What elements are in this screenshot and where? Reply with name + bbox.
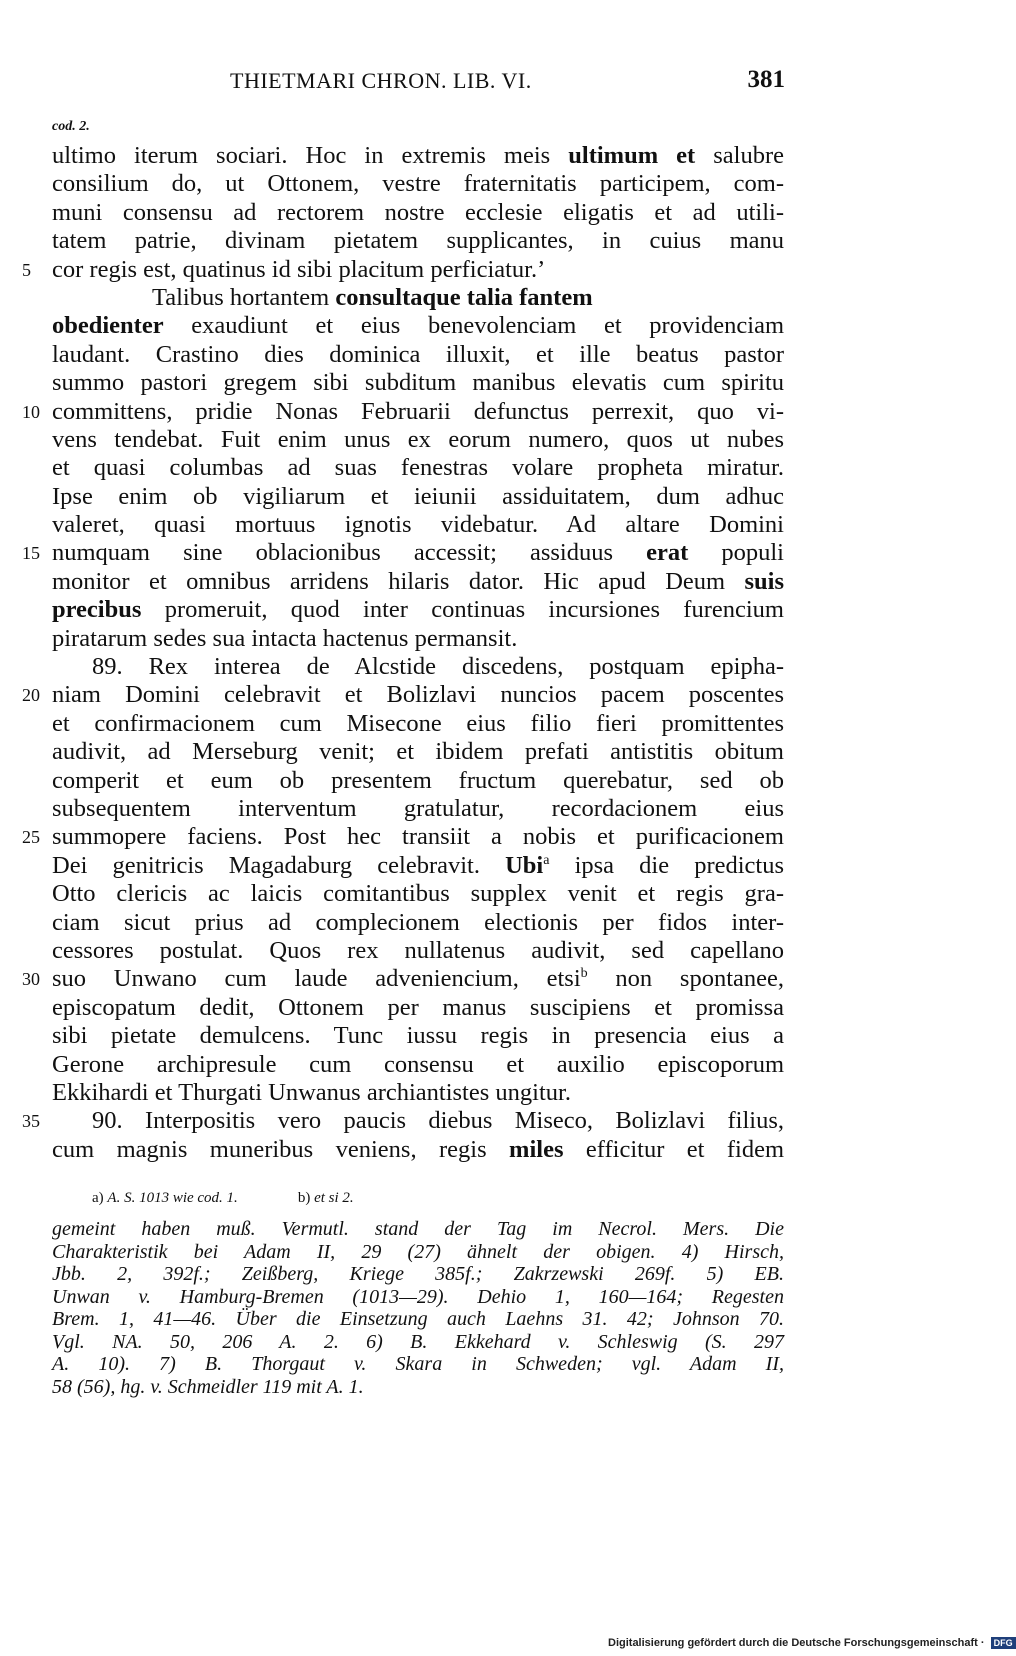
page-number: 381 [747, 66, 785, 93]
critical-apparatus [92, 1190, 414, 1207]
text-segment: exaudiunt et eius benevolenciam et providenciam [163, 312, 784, 340]
text-segment: episcopatum dedit, Ottonem per manus suscipiens et promissa [52, 993, 784, 1021]
footnote-line: 58 (56), hg. v. Schmeidler 119 mit A. 1. [52, 1375, 364, 1398]
apparatus-text: A. S. 1013 wie cod. 1. [107, 1190, 238, 1206]
text-line [52, 994, 784, 1022]
text-segment: efficitur et fidem [563, 1135, 785, 1163]
text-segment: consultaque talia fantem [335, 283, 593, 311]
text-segment: miles [509, 1135, 564, 1163]
text-segment: Ekkihardi et Thurgati Unwanus archiantistes ungitur. [52, 1078, 571, 1106]
text-line [52, 795, 784, 823]
footnote-line: Charakteristik bei Adam II, 29 (27) ähnelt der obigen. 4) Hirsch, [52, 1240, 784, 1263]
text-line [52, 170, 784, 198]
footnote-line: Brem. 1, 41—46. Über die Einsetzung auch Laehns 31. 42; Johnson 70. [52, 1308, 784, 1330]
text-segment: valeret, quasi mortuus ignotis videbatur. Ad altare Domini [52, 511, 784, 539]
line-number: 5 [22, 259, 31, 280]
text-segment: muni consensu ad rectorem nostre ecclesie eligatis et ad utili- [52, 198, 784, 226]
text-segment: salubre [695, 142, 785, 169]
line-number: 35 [22, 1111, 40, 1132]
running-header [230, 68, 785, 100]
text-segment: niam Domini celebravit et Bolizlavi nuncios pacem poscentes [52, 681, 784, 709]
text-line [52, 341, 784, 369]
text-line [22, 1107, 784, 1135]
text-line [52, 369, 784, 397]
line-number: 30 [22, 969, 40, 990]
text-segment: ultimum et [568, 142, 696, 169]
footnote-line: A. 10). 7) B. Thorgaut v. Skara in Schweden; vgl. Adam II, [52, 1353, 784, 1375]
text-segment: Ipse enim ob vigiliarum et ieiunii assiduitatem, dum adhuc [52, 482, 784, 510]
separator-dot: · [977, 1637, 988, 1649]
text-line [52, 880, 784, 908]
line-number: 20 [22, 685, 40, 706]
text-line [52, 454, 784, 482]
text-segment: subsequentem interventum gratulatur, recordacionem eius [52, 794, 784, 822]
text-segment: precibus [52, 596, 142, 624]
text-line [22, 681, 784, 709]
text-line [52, 312, 784, 340]
footnotes [52, 1218, 784, 1398]
line-number: 15 [22, 543, 40, 564]
text-line [52, 199, 784, 227]
footnote-marker: a [543, 852, 550, 868]
text-segment: suis [744, 567, 784, 595]
text-line [52, 909, 784, 937]
text-segment: audivit, ad Merseburg venit; et ibidem prefati antistitis obitum [52, 738, 784, 766]
text-segment: 89. Rex interea de Alcstide discedens, postquam epipha- [92, 653, 784, 681]
text-segment: non spontanee, [587, 965, 784, 993]
text-line [52, 511, 784, 539]
text-line [52, 1079, 784, 1107]
text-line [22, 397, 784, 426]
text-line [52, 625, 784, 653]
text-segment: Talibus hortantem [152, 283, 336, 311]
text-segment: cum magnis muneribus veniens, regis [52, 1135, 510, 1163]
text-line [22, 255, 784, 284]
text-segment: 90. Interpositis vero paucis diebus Miseco, Bolizlavi filius, [92, 1107, 784, 1135]
apparatus-entry [92, 1190, 238, 1206]
text-segment: erat [646, 539, 689, 567]
text-line [52, 1022, 784, 1050]
text-segment: Dei genitricis Magadaburg celebravit. [52, 851, 506, 879]
manuscript-note: cod. 2. [52, 119, 90, 134]
text-line [22, 823, 784, 851]
apparatus-label: b) [297, 1190, 315, 1206]
apparatus-entry [298, 1190, 354, 1206]
running-title: THIETMARI CHRON. LIB. VI. [230, 68, 532, 93]
footnote-line: gemeint haben muß. Vermutl. stand der Tag im Necrol. Mers. Die [52, 1218, 784, 1240]
text-line [22, 539, 784, 567]
text-segment: summo pastori gregem sibi subditum manibus elevatis cum spiritu [52, 369, 784, 397]
text-line [52, 1051, 784, 1079]
text-segment: ultimo iterum sociari. Hoc in extremis meis [52, 142, 569, 169]
text-line [52, 852, 784, 880]
line-number: 10 [22, 401, 40, 422]
text-segment: cessores postulat. Quos rex nullatenus audivit, sed capellano [52, 936, 784, 964]
text-segment: laudant. Crastino dies dominica illuxit, et ille beatus pastor [52, 340, 784, 368]
text-line [52, 1136, 784, 1164]
text-segment: summopere faciens. Post hec transiit a nobis et purificacionem [52, 823, 784, 851]
text-segment: obedienter [52, 312, 164, 340]
line-number: 25 [22, 827, 40, 848]
text-segment: populi [688, 539, 784, 567]
text-segment: consilium do, ut Ottonem, vestre fraternitatis participem, com- [52, 170, 784, 198]
text-segment: monitor et omnibus arridens hilaris dator. Hic apud Deum [52, 567, 745, 595]
text-segment: promeruit, quod inter continuas incursiones furencium [141, 596, 784, 624]
text-segment: et quasi columbas ad suas fenestras volare propheta miratur. [52, 454, 784, 482]
apparatus-text: et si 2. [314, 1190, 354, 1206]
digitization-credit-text: Digitalisierung gefördert durch die Deutsche Forschungsgemeinschaft [608, 1637, 978, 1649]
text-segment: numquam sine oblacionibus accessit; assiduus [52, 539, 647, 567]
text-line [52, 937, 784, 965]
text-segment: ciam sicut prius ad complecionem electionis per fidos inter- [52, 908, 784, 936]
main-text [22, 142, 785, 1164]
text-segment: piratarum sedes sua intacta hactenus permansit. [52, 624, 518, 652]
text-line [52, 284, 784, 312]
text-segment: sibi pietate demulcens. Tunc iussu regis in presencia eius a [52, 1022, 784, 1050]
text-line [52, 568, 784, 596]
text-line [52, 426, 784, 454]
text-segment: comperit et eum ob presentem fructum querebatur, sed ob [52, 766, 784, 794]
text-segment: committens, pridie Nonas Februarii defunctus perrexit, quo vi- [52, 397, 784, 425]
text-line [52, 653, 784, 681]
footnote-line: Vgl. NA. 50, 206 A. 2. 6) B. Ekkehard v. Schleswig (S. 297 [52, 1330, 784, 1353]
text-segment: cor regis est, quatinus id sibi placitum perficiatur.’ [52, 255, 546, 283]
footnote-line: Unwan v. Hamburg-Bremen (1013—29). Dehio 1, 160—164; Regesten [52, 1285, 784, 1308]
text-segment: et confirmacionem cum Misecone eius filio fieri promittentes [52, 709, 784, 737]
text-segment: Ubi [505, 851, 544, 879]
text-line [52, 738, 784, 766]
text-line [52, 767, 784, 795]
text-segment: Gerone archipresule cum consensu et auxilio episcoporum [52, 1050, 784, 1078]
text-line [52, 227, 784, 255]
text-line [52, 483, 784, 511]
footnote-line: Jbb. 2, 392f.; Zeißberg, Kriege 385f.; Zakrzewski 269f. 5) EB. [52, 1263, 784, 1285]
text-segment: Otto clericis ac laicis comitantibus supplex venit et regis gra- [52, 880, 784, 908]
text-segment: ipsa die predictus [549, 851, 785, 879]
text-segment: suo Unwano cum laude adveniencium, etsi [52, 965, 581, 993]
apparatus-label: a) [92, 1190, 108, 1206]
text-line [22, 965, 784, 993]
footnote-marker: b [580, 966, 588, 982]
digitization-credit [608, 1637, 1016, 1649]
text-segment: vens tendebat. Fuit enim unus ex eorum numero, quos ut nubes [52, 425, 784, 453]
text-segment: tatem patrie, divinam pietatem supplicantes, in cuius manu [52, 227, 784, 255]
dfg-logo: DFG [991, 1637, 1016, 1649]
text-line [52, 710, 784, 738]
text-line [52, 596, 784, 624]
text-line [52, 142, 784, 170]
